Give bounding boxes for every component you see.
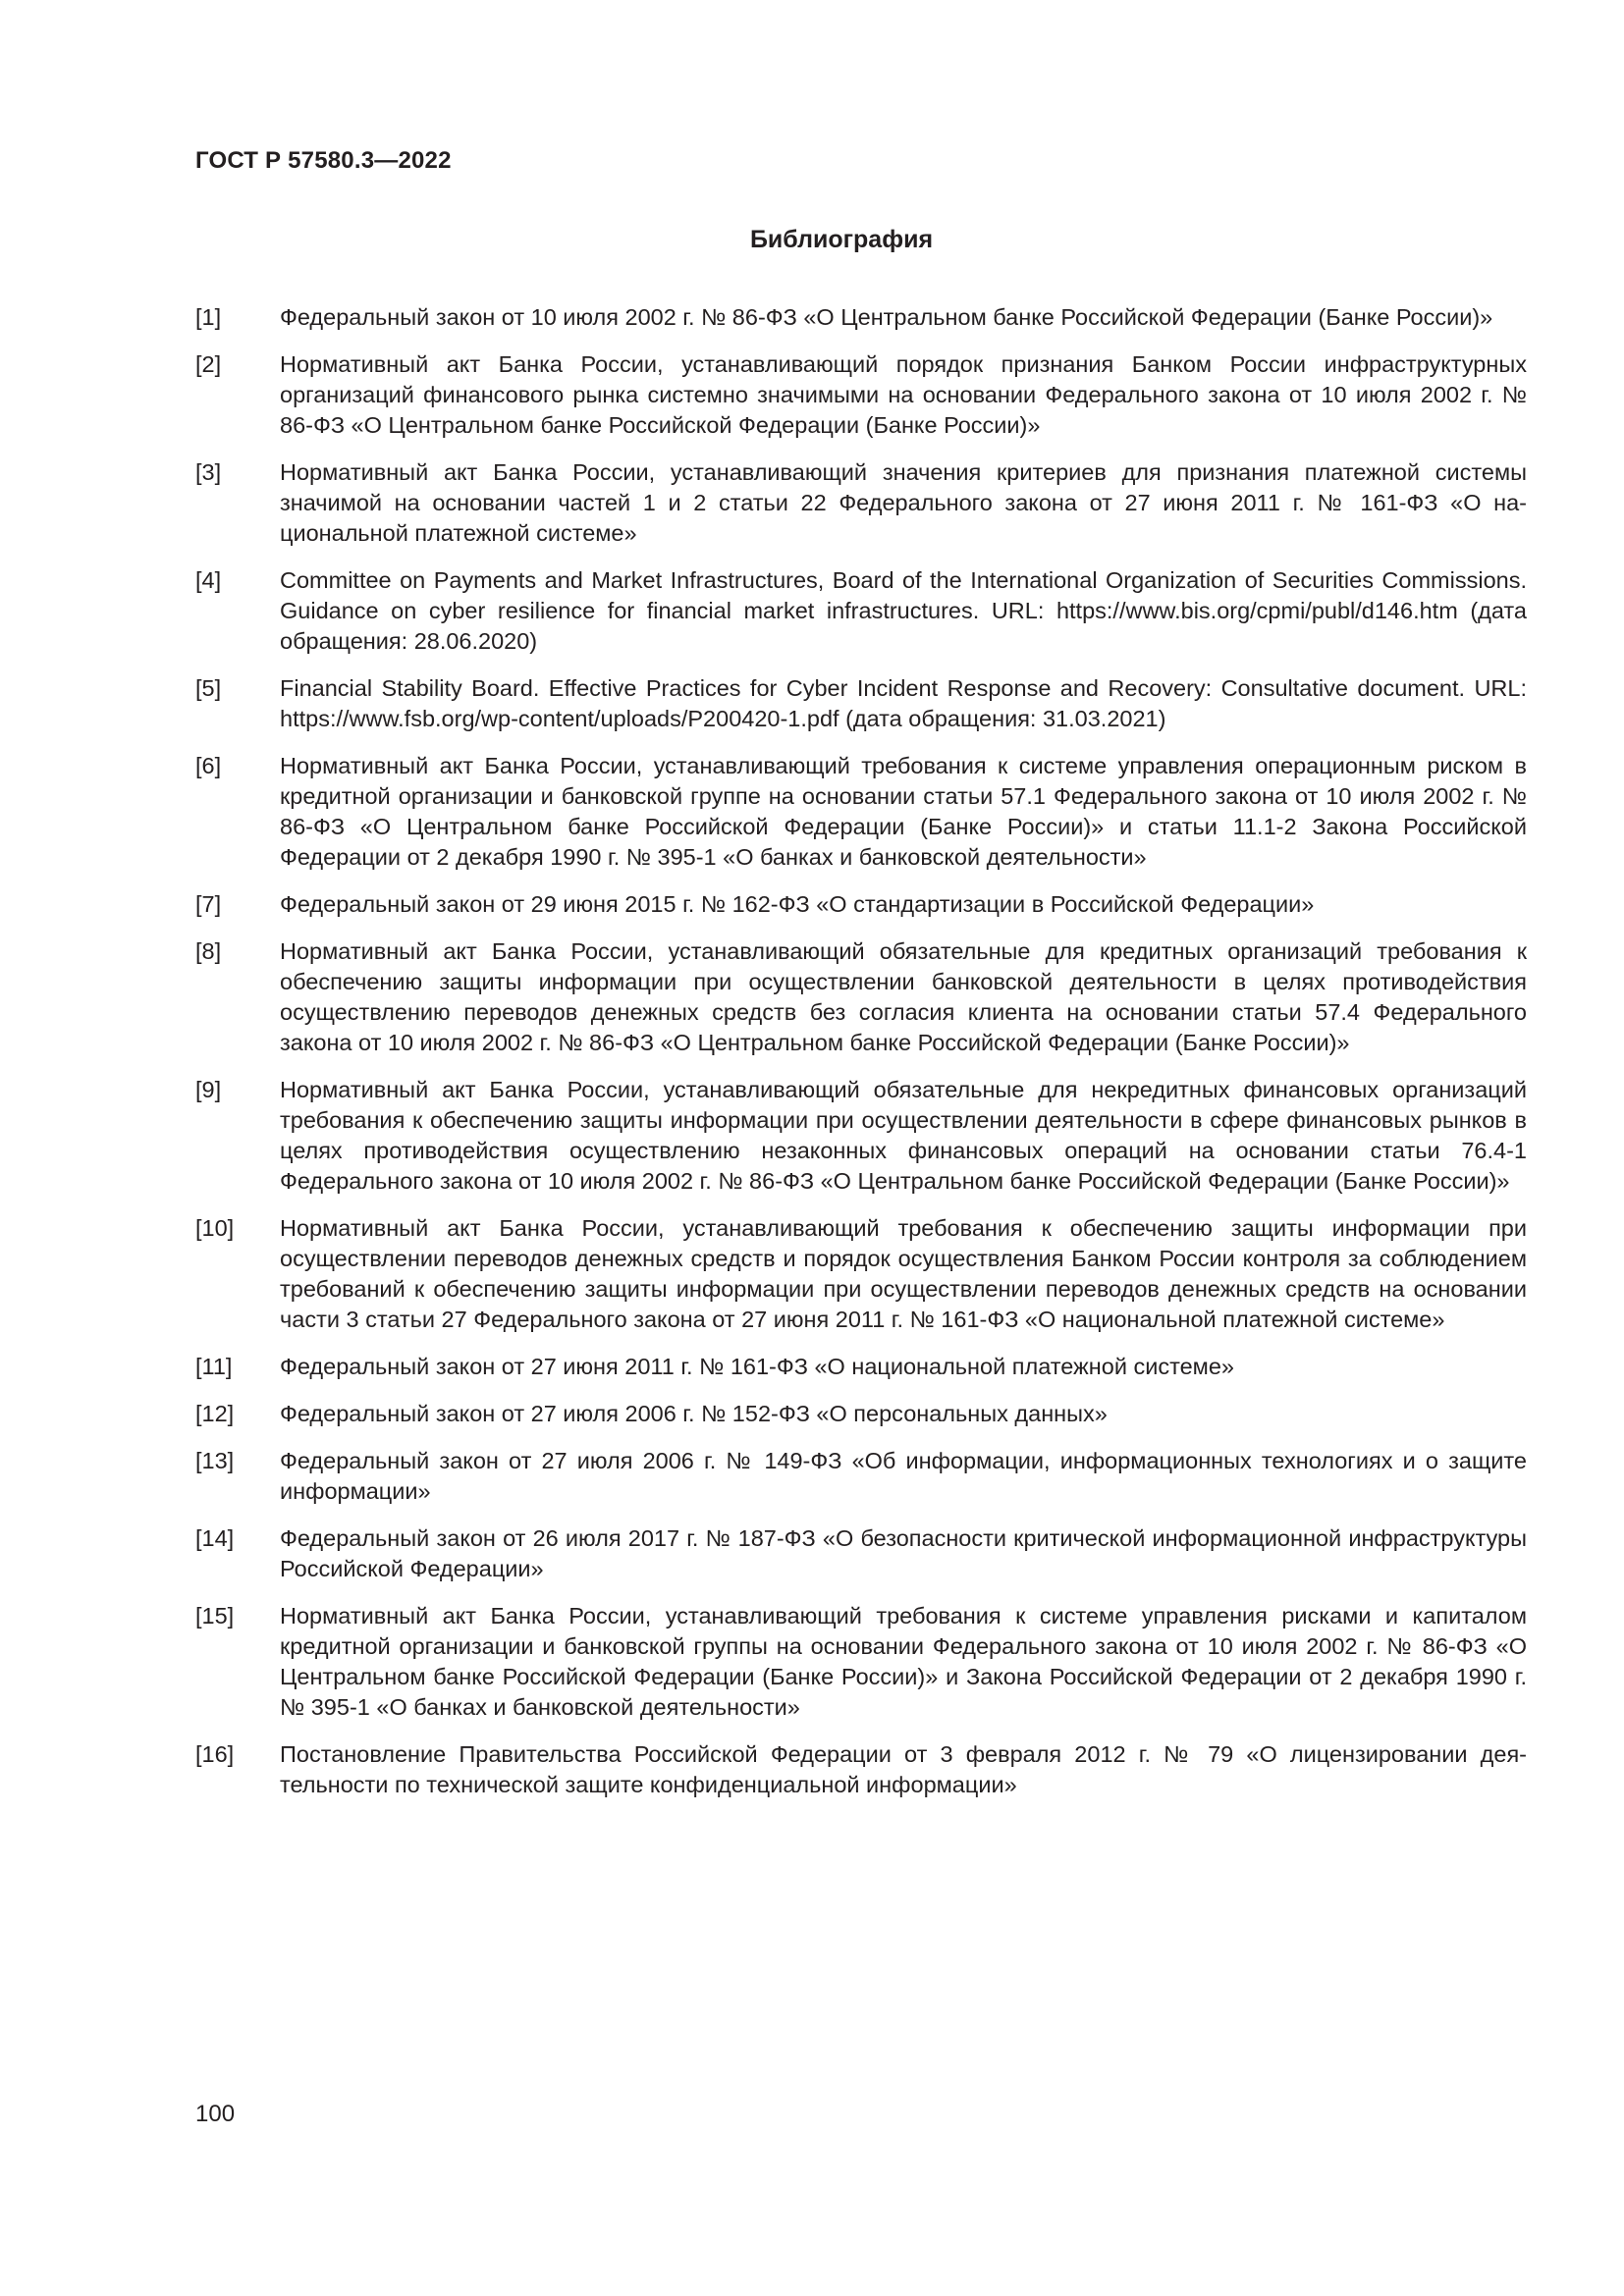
bibliography-entry-number: [1] <box>195 304 222 330</box>
bibliography-entry <box>195 457 1527 549</box>
bibliography-entry-text: Нормативный акт Банка России, устанавливающий значения критериев для признания платежной системы значимой на основании частей 1 и 2 статьи 22 Федерального закона от 27 июня 2011 г. № 161-ФЗ «О национальной платежной системе» <box>280 459 1527 546</box>
bibliography-entry-number: [2] <box>195 351 222 377</box>
bibliography-entry <box>195 565 1527 657</box>
bibliography-entry-text: Постановление Правительства Российской Федерации от 3 февраля 2012 г. № 79 «О лицензировании деятельности по технической защите конфиденциальной информации» <box>280 1741 1527 1797</box>
bibliography-entry-text: Financial Stability Board. Effective Practices for Cyber Incident Response and Recovery: Consultative document. URL: https://www.fsb.org/wp-content/uploads/P200420-1.pdf (дата обращения: 31.03.2021) <box>280 675 1527 731</box>
section-title: Библиография <box>749 226 934 253</box>
bibliography-entry-number: [3] <box>195 459 222 485</box>
bibliography-entry-text: Нормативный акт Банка России, устанавливающий обязательные для некредитных финансовых организаций требования к обеспечению защиты информации при осуществлении деятельности в сфере финансовых рынков в целях противодействия осуществлению незаконных финансовых операций на основании статьи 76.4-1 Федерального закона от 10 июля 2002 г. № 86-ФЗ «О Центральном банке Российской Федерации (Банке России)» <box>280 1077 1527 1194</box>
bibliography-entry-text: Нормативный акт Банка России, устанавливающий порядок признания Банком России инфраструктурных организаций финансового рынка системно значимыми на основании Федерального закона от 10 июля 2002 г. № 86-ФЗ «О Центральном банке Российской Федерации (Банке России)» <box>280 351 1527 438</box>
bibliography-entry <box>195 1213 1527 1335</box>
bibliography-entry-number: [13] <box>195 1448 235 1473</box>
bibliography-entry <box>195 751 1527 873</box>
bibliography-entry-number: [4] <box>195 567 222 593</box>
bibliography-entry <box>195 889 1527 920</box>
bibliography-entry-text: Нормативный акт Банка России, устанавливающий требования к системе управления рисками и капиталом кредитной организации и банковской группы на основании Федерального закона от 10 июля 2002 г. № 86-ФЗ «О Центральном банке Российской Федерации (Банке России)» и Закона Российской Федерации от 2 декабря 1990 г. № 395-1 «О банках и банковской деятельности» <box>280 1603 1527 1720</box>
page-number: 100 <box>195 2101 236 2127</box>
bibliography-entry-text: Федеральный закон от 29 июня 2015 г. № 162-ФЗ «О стандартизации в Российской Федерации» <box>280 891 1315 917</box>
bibliography-entry <box>195 1352 1527 1382</box>
standard-designation: ГОСТ Р 57580.3—2022 <box>195 147 452 174</box>
bibliography-entry-text: Федеральный закон от 10 июля 2002 г. № 86-ФЗ «О Центральном банке Российской Федерации (Банке России)» <box>280 304 1493 330</box>
bibliography-entry-text: Федеральный закон от 27 июля 2006 г. № 152-ФЗ «О персональных данных» <box>280 1401 1108 1426</box>
bibliography-list <box>195 302 1527 1817</box>
bibliography-entry <box>195 1399 1527 1429</box>
bibliography-entry-number: [5] <box>195 675 222 701</box>
bibliography-entry-text: Федеральный закон от 26 июля 2017 г. № 187-ФЗ «О безопасности критической информационной инфраструктуры Российской Федерации» <box>280 1525 1527 1581</box>
bibliography-entry-number: [8] <box>195 938 222 964</box>
bibliography-entry-number: [16] <box>195 1741 235 1767</box>
bibliography-entry <box>195 1739 1527 1800</box>
bibliography-entry <box>195 1523 1527 1584</box>
bibliography-entry-text: Нормативный акт Банка России, устанавливающий требования к системе управления операционным риском в кредитной организации и банковской группе на основании статьи 57.1 Федерального закона от 10 июля 2002 г. № 86-ФЗ «О Центральном банке Российской Федерации (Банке России)» и статьи 11.1-2 Закона Российской Федерации от 2 декабря 1990 г. № 395-1 «О банках и банковской деятельности» <box>280 753 1527 870</box>
bibliography-entry-text: Нормативный акт Банка России, устанавливающий требования к обеспечению защиты информации при осуществлении переводов денежных средств и порядок осуществления Банком России контроля за соблюдением требований к обеспечению защиты информации при осуществлении переводов денежных средств на основании части 3 статьи 27 Федерального закона от 27 июня 2011 г. № 161-ФЗ «О национальной платежной системе» <box>280 1215 1527 1332</box>
bibliography-entry-number: [12] <box>195 1401 235 1426</box>
bibliography-entry-number: [15] <box>195 1603 235 1629</box>
bibliography-entry <box>195 349 1527 441</box>
bibliography-entry <box>195 1075 1527 1197</box>
bibliography-entry-number: [11] <box>195 1354 233 1379</box>
bibliography-entry-number: [10] <box>195 1215 235 1241</box>
bibliography-entry-text: Федеральный закон от 27 июля 2006 г. № 149-ФЗ «Об информации, информационных технологиях и о защите информации» <box>280 1448 1527 1504</box>
bibliography-entry-number: [9] <box>195 1077 222 1102</box>
bibliography-entry-number: [6] <box>195 753 222 778</box>
bibliography-entry <box>195 936 1527 1058</box>
bibliography-entry-number: [7] <box>195 891 222 917</box>
bibliography-entry <box>195 302 1527 333</box>
bibliography-entry <box>195 673 1527 734</box>
bibliography-entry-text: Нормативный акт Банка России, устанавливающий обязательные для кредитных организаций требования к обеспечению защиты информации при осуществлении банковской деятельности в целях противодействия осуществлению переводов денежных средств без согласия клиента на основании статьи 57.4 Федерального закона от 10 июля 2002 г. № 86-ФЗ «О Центральном банке Российской Федерации (Банке России)» <box>280 938 1527 1055</box>
bibliography-entry-text: Committee on Payments and Market Infrastructures, Board of the International Organization of Securities Commissions. Guidance on cyber resilience for financial market infrastructures. URL: https://www.bis.org/cpmi/publ/d146.​htm (дата обращения: 28.06.2020) <box>280 567 1527 654</box>
bibliography-entry-number: [14] <box>195 1525 235 1551</box>
bibliography-entry-text: Федеральный закон от 27 июня 2011 г. № 161-ФЗ «О национальной платежной системе» <box>280 1354 1234 1379</box>
bibliography-entry <box>195 1601 1527 1723</box>
bibliography-entry <box>195 1446 1527 1507</box>
